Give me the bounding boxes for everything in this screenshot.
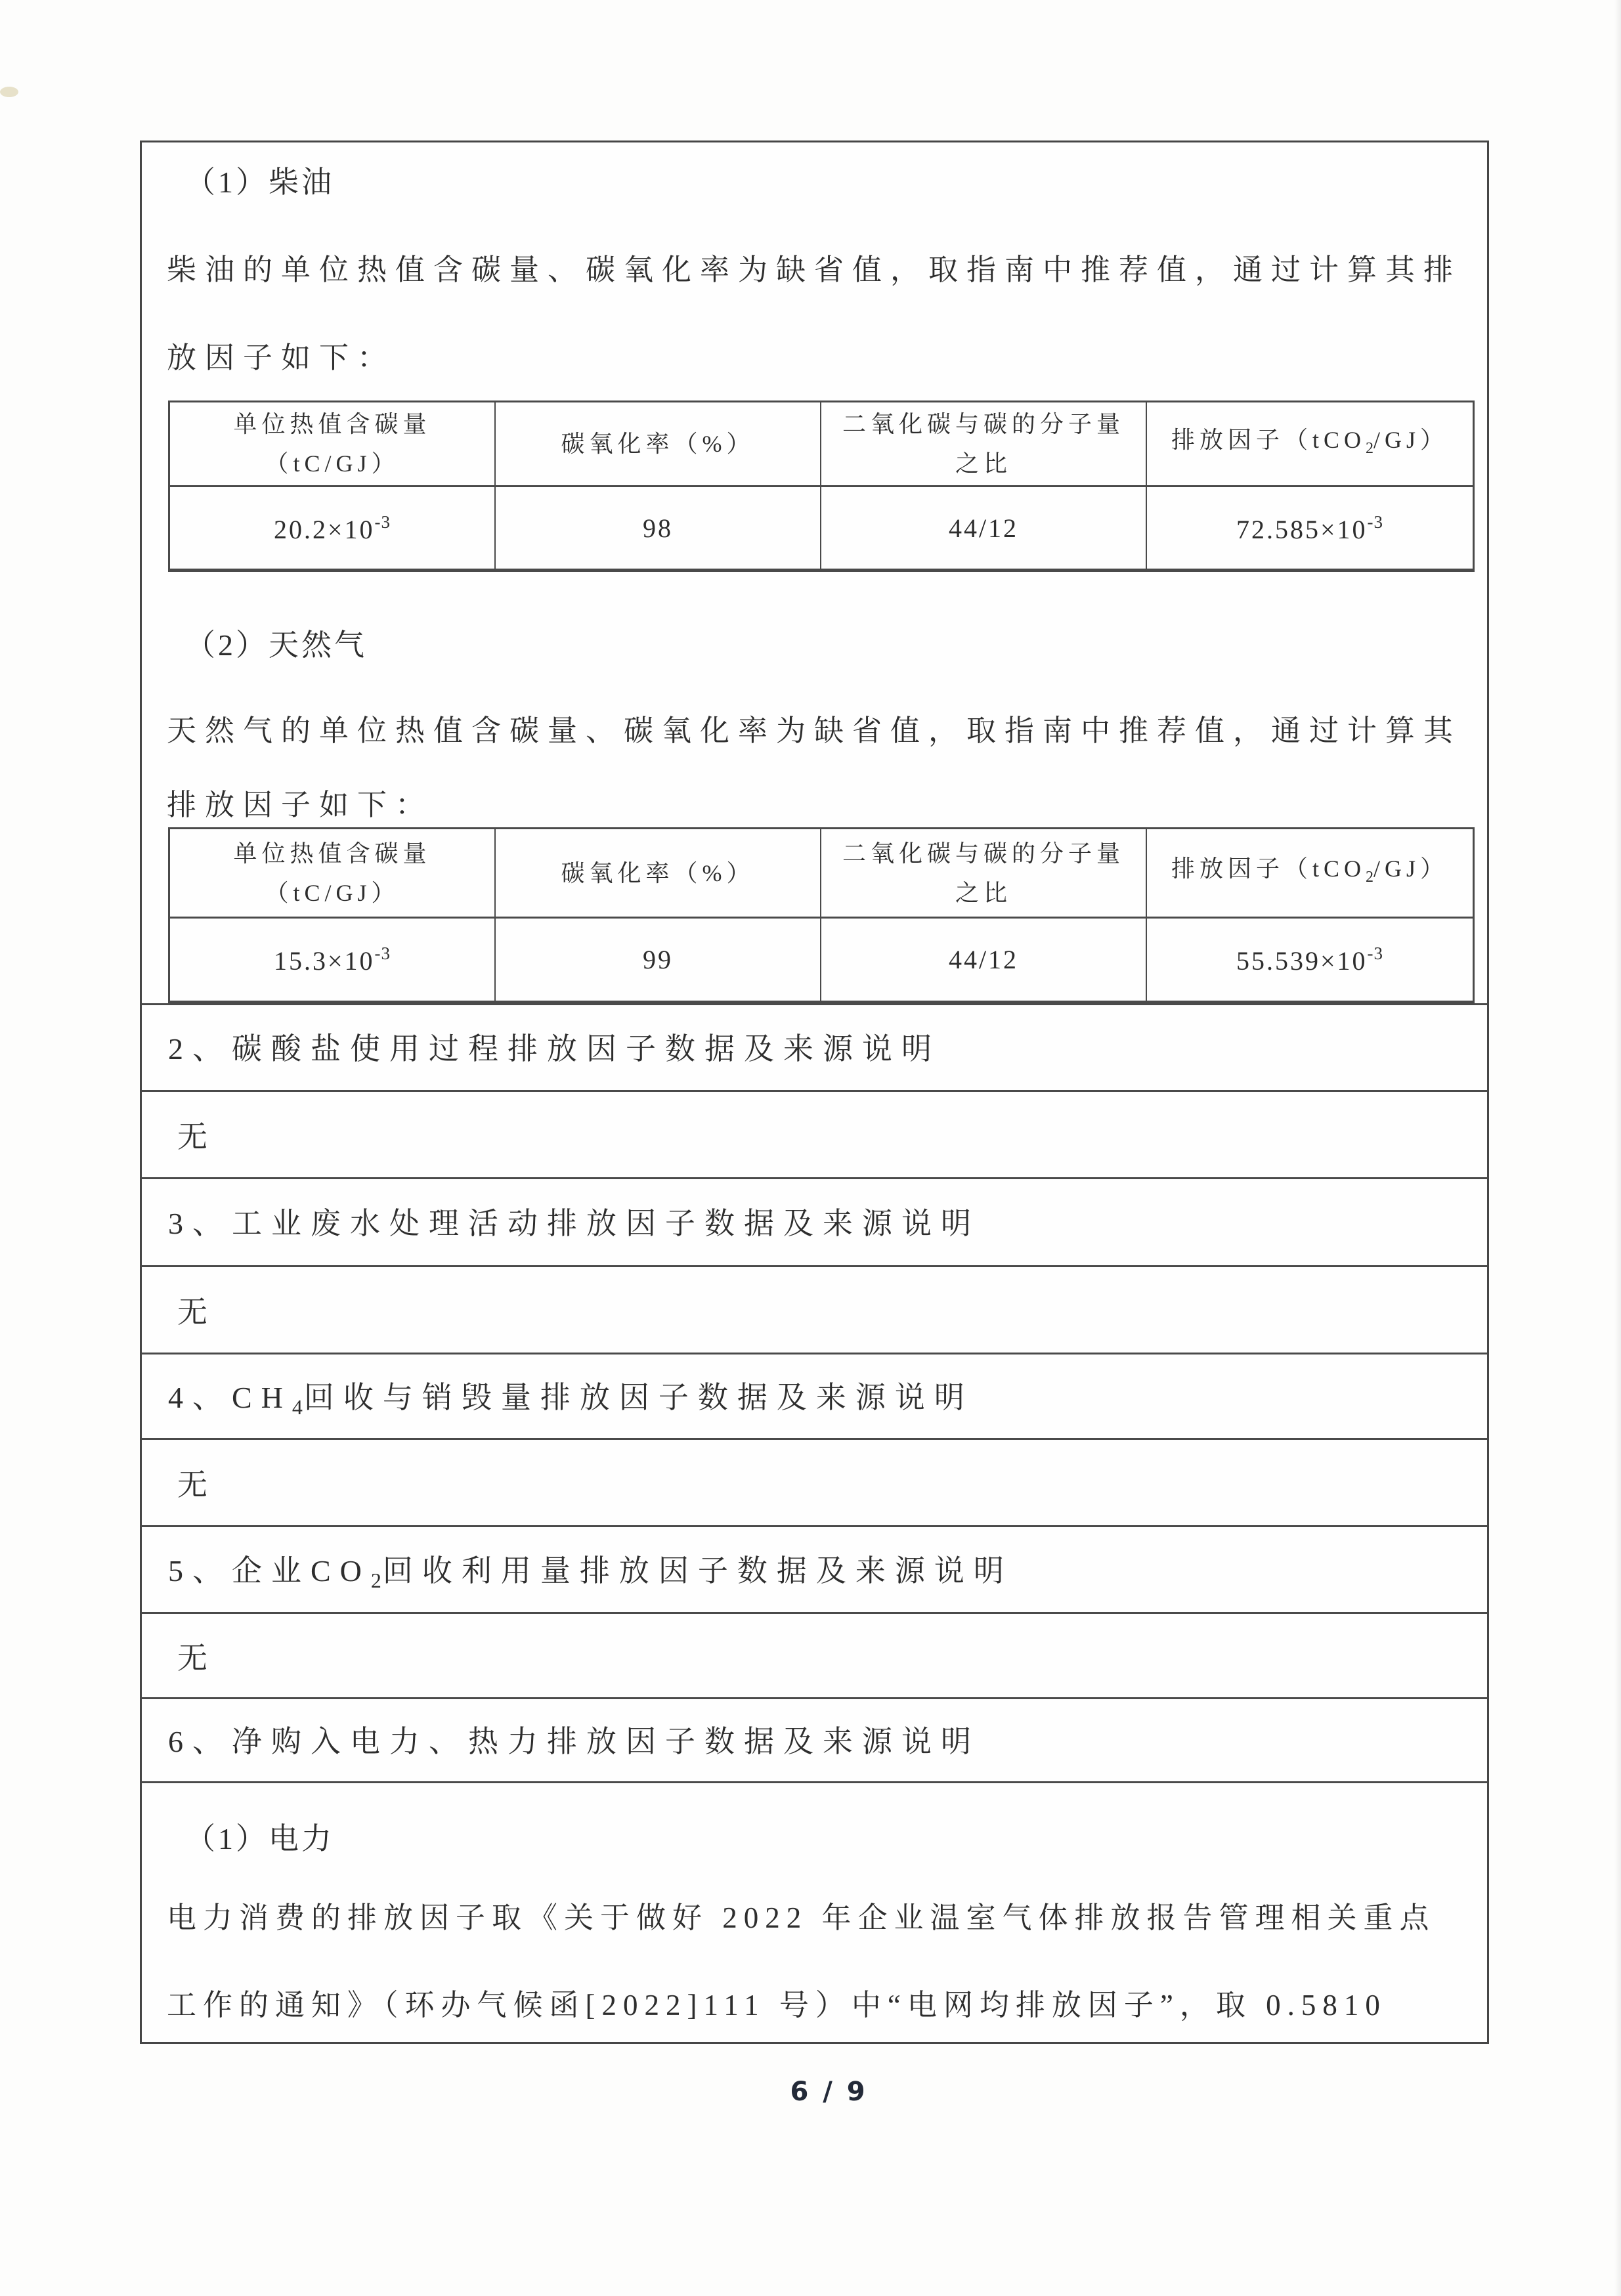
section-heading <box>168 1547 1013 1593</box>
superscript-exponent: -3 <box>1367 511 1384 532</box>
subscript: 4 <box>292 1395 304 1419</box>
diesel-subsection-title: （1）柴油 <box>185 165 334 199</box>
value-base: 15.3×10 <box>273 945 375 976</box>
section-heading <box>168 1200 980 1245</box>
diesel-paragraph-line-1: 柴油的单位热值含碳量、碳氧化率为缺省值，取指南中推荐值，通过计算其排 <box>167 253 1462 286</box>
header-cell-emission-factor <box>1147 829 1473 919</box>
subscript: 2 <box>1366 869 1373 886</box>
section-6-heading-row <box>142 1697 1487 1781</box>
value-base: 72.585×10 <box>1236 514 1368 544</box>
header-text: 碳氧化率（%） <box>561 431 755 457</box>
value: 44/12 <box>948 945 1019 974</box>
section-heading <box>168 1718 980 1764</box>
electricity-paragraph-line-2: 工作的通知》（环办气候函[2022]111 号）中“电网均排放因子”，取 0.5810 <box>167 1989 1387 2022</box>
value: 99 <box>643 945 673 974</box>
header-cell-co2-carbon-molecular-ratio <box>821 829 1147 919</box>
heading-pre: 6、净购入电力、热力排放因子数据及来源说明 <box>168 1724 980 1758</box>
report-form-box <box>140 141 1489 2044</box>
header-text-pre: 排放因子（tCO <box>1171 426 1366 453</box>
natural-gas-paragraph-line-2: 排放因子如下： <box>167 789 434 821</box>
electricity-paragraph-line-1: 电力消费的排放因子取《关于做好 2022 年企业温室气体排放报告管理相关重点 <box>167 1901 1436 1934</box>
value-base: 20.2×10 <box>273 514 375 544</box>
header-text: 二氧化碳与碳的分子量 <box>842 411 1125 437</box>
section-heading <box>168 1374 974 1419</box>
cell-heat-carbon-content <box>170 919 496 1001</box>
header-text <box>1171 849 1448 897</box>
cell-carbon-oxidation-rate <box>496 919 821 1001</box>
cell-heat-carbon-content <box>170 487 496 569</box>
section-2-heading-row <box>142 1003 1487 1090</box>
heading-post: 回收与销毁量排放因子数据及来源说明 <box>303 1380 974 1414</box>
diesel-emission-factor-table <box>168 401 1475 572</box>
heading-pre: 4、CH <box>168 1380 292 1414</box>
heading-pre: 3、工业废水处理活动排放因子数据及来源说明 <box>168 1206 980 1240</box>
header-cell-emission-factor <box>1147 402 1473 487</box>
section-5-heading-row <box>142 1525 1487 1612</box>
superscript-exponent: -3 <box>374 943 391 963</box>
subscript: 2 <box>1366 439 1373 457</box>
superscript-exponent: -3 <box>374 511 391 532</box>
header-cell-carbon-oxidation-rate <box>496 402 821 487</box>
section-5-value-row <box>142 1612 1487 1697</box>
section-3-heading-row <box>142 1177 1487 1265</box>
scan-smudge-artifact <box>0 87 18 97</box>
section-value: 无 <box>177 1468 209 1502</box>
cell-co2-carbon-ratio <box>821 919 1147 1001</box>
scan-edge-shadow <box>1614 0 1621 2296</box>
cell-carbon-oxidation-rate <box>496 487 821 569</box>
cell-co2-carbon-ratio <box>821 487 1147 569</box>
heading-pre: 2、碳酸盐使用过程排放因子数据及来源说明 <box>168 1031 941 1066</box>
header-text-line2: 之比 <box>955 879 1012 906</box>
section-3-value-row <box>142 1265 1487 1353</box>
value <box>1236 512 1383 545</box>
natural-gas-subsection-title: （2）天然气 <box>185 628 367 662</box>
section-1-fuel-content-row <box>142 142 1487 1003</box>
header-text: 单位热值含碳量 <box>233 411 431 437</box>
header-text <box>1171 420 1448 468</box>
header-cell-heat-carbon-content <box>170 829 496 919</box>
header-text: 二氧化碳与碳的分子量 <box>842 840 1125 867</box>
value: 98 <box>643 513 673 543</box>
header-unit: （tC/GJ） <box>265 450 400 477</box>
header-text-line2: 之比 <box>955 450 1012 477</box>
heading-post: 回收利用量排放因子数据及来源说明 <box>382 1553 1013 1588</box>
value: 44/12 <box>948 513 1019 543</box>
section-value: 无 <box>177 1641 209 1675</box>
header-text-post: /GJ） <box>1373 426 1449 453</box>
natural-gas-paragraph-line-1: 天然气的单位热值含碳量、碳氧化率为缺省值，取指南中推荐值，通过计算其 <box>167 714 1462 747</box>
header-text-pre: 排放因子（tCO <box>1171 856 1366 882</box>
header-cell-carbon-oxidation-rate <box>496 829 821 919</box>
section-4-value-row <box>142 1438 1487 1525</box>
header-text: 单位热值含碳量 <box>233 840 431 867</box>
page-number: 6 / 9 <box>790 2077 868 2107</box>
section-heading <box>168 1025 941 1071</box>
electricity-subsection-title: （1）电力 <box>185 1822 334 1855</box>
value <box>274 512 391 545</box>
cell-emission-factor <box>1147 487 1473 569</box>
diesel-paragraph-line-2: 放因子如下： <box>167 341 396 374</box>
header-text-post: /GJ） <box>1373 856 1449 882</box>
header-text: 碳氧化率（%） <box>561 859 755 886</box>
natural-gas-emission-factor-table <box>168 827 1475 1003</box>
superscript-exponent: -3 <box>1367 943 1384 963</box>
header-unit: （tC/GJ） <box>265 879 400 906</box>
section-4-heading-row <box>142 1353 1487 1438</box>
heading-pre: 5、企业CO <box>168 1553 371 1588</box>
section-value: 无 <box>177 1295 209 1329</box>
section-value: 无 <box>177 1120 209 1154</box>
header-cell-co2-carbon-molecular-ratio <box>821 402 1147 487</box>
section-6-electricity-content-row <box>142 1781 1487 2042</box>
cell-emission-factor <box>1147 919 1473 1001</box>
section-2-value-row <box>142 1090 1487 1177</box>
value <box>1236 943 1383 976</box>
value <box>274 943 391 976</box>
value-base: 55.539×10 <box>1236 945 1368 976</box>
subscript: 2 <box>370 1568 383 1592</box>
header-cell-heat-carbon-content <box>170 402 496 487</box>
